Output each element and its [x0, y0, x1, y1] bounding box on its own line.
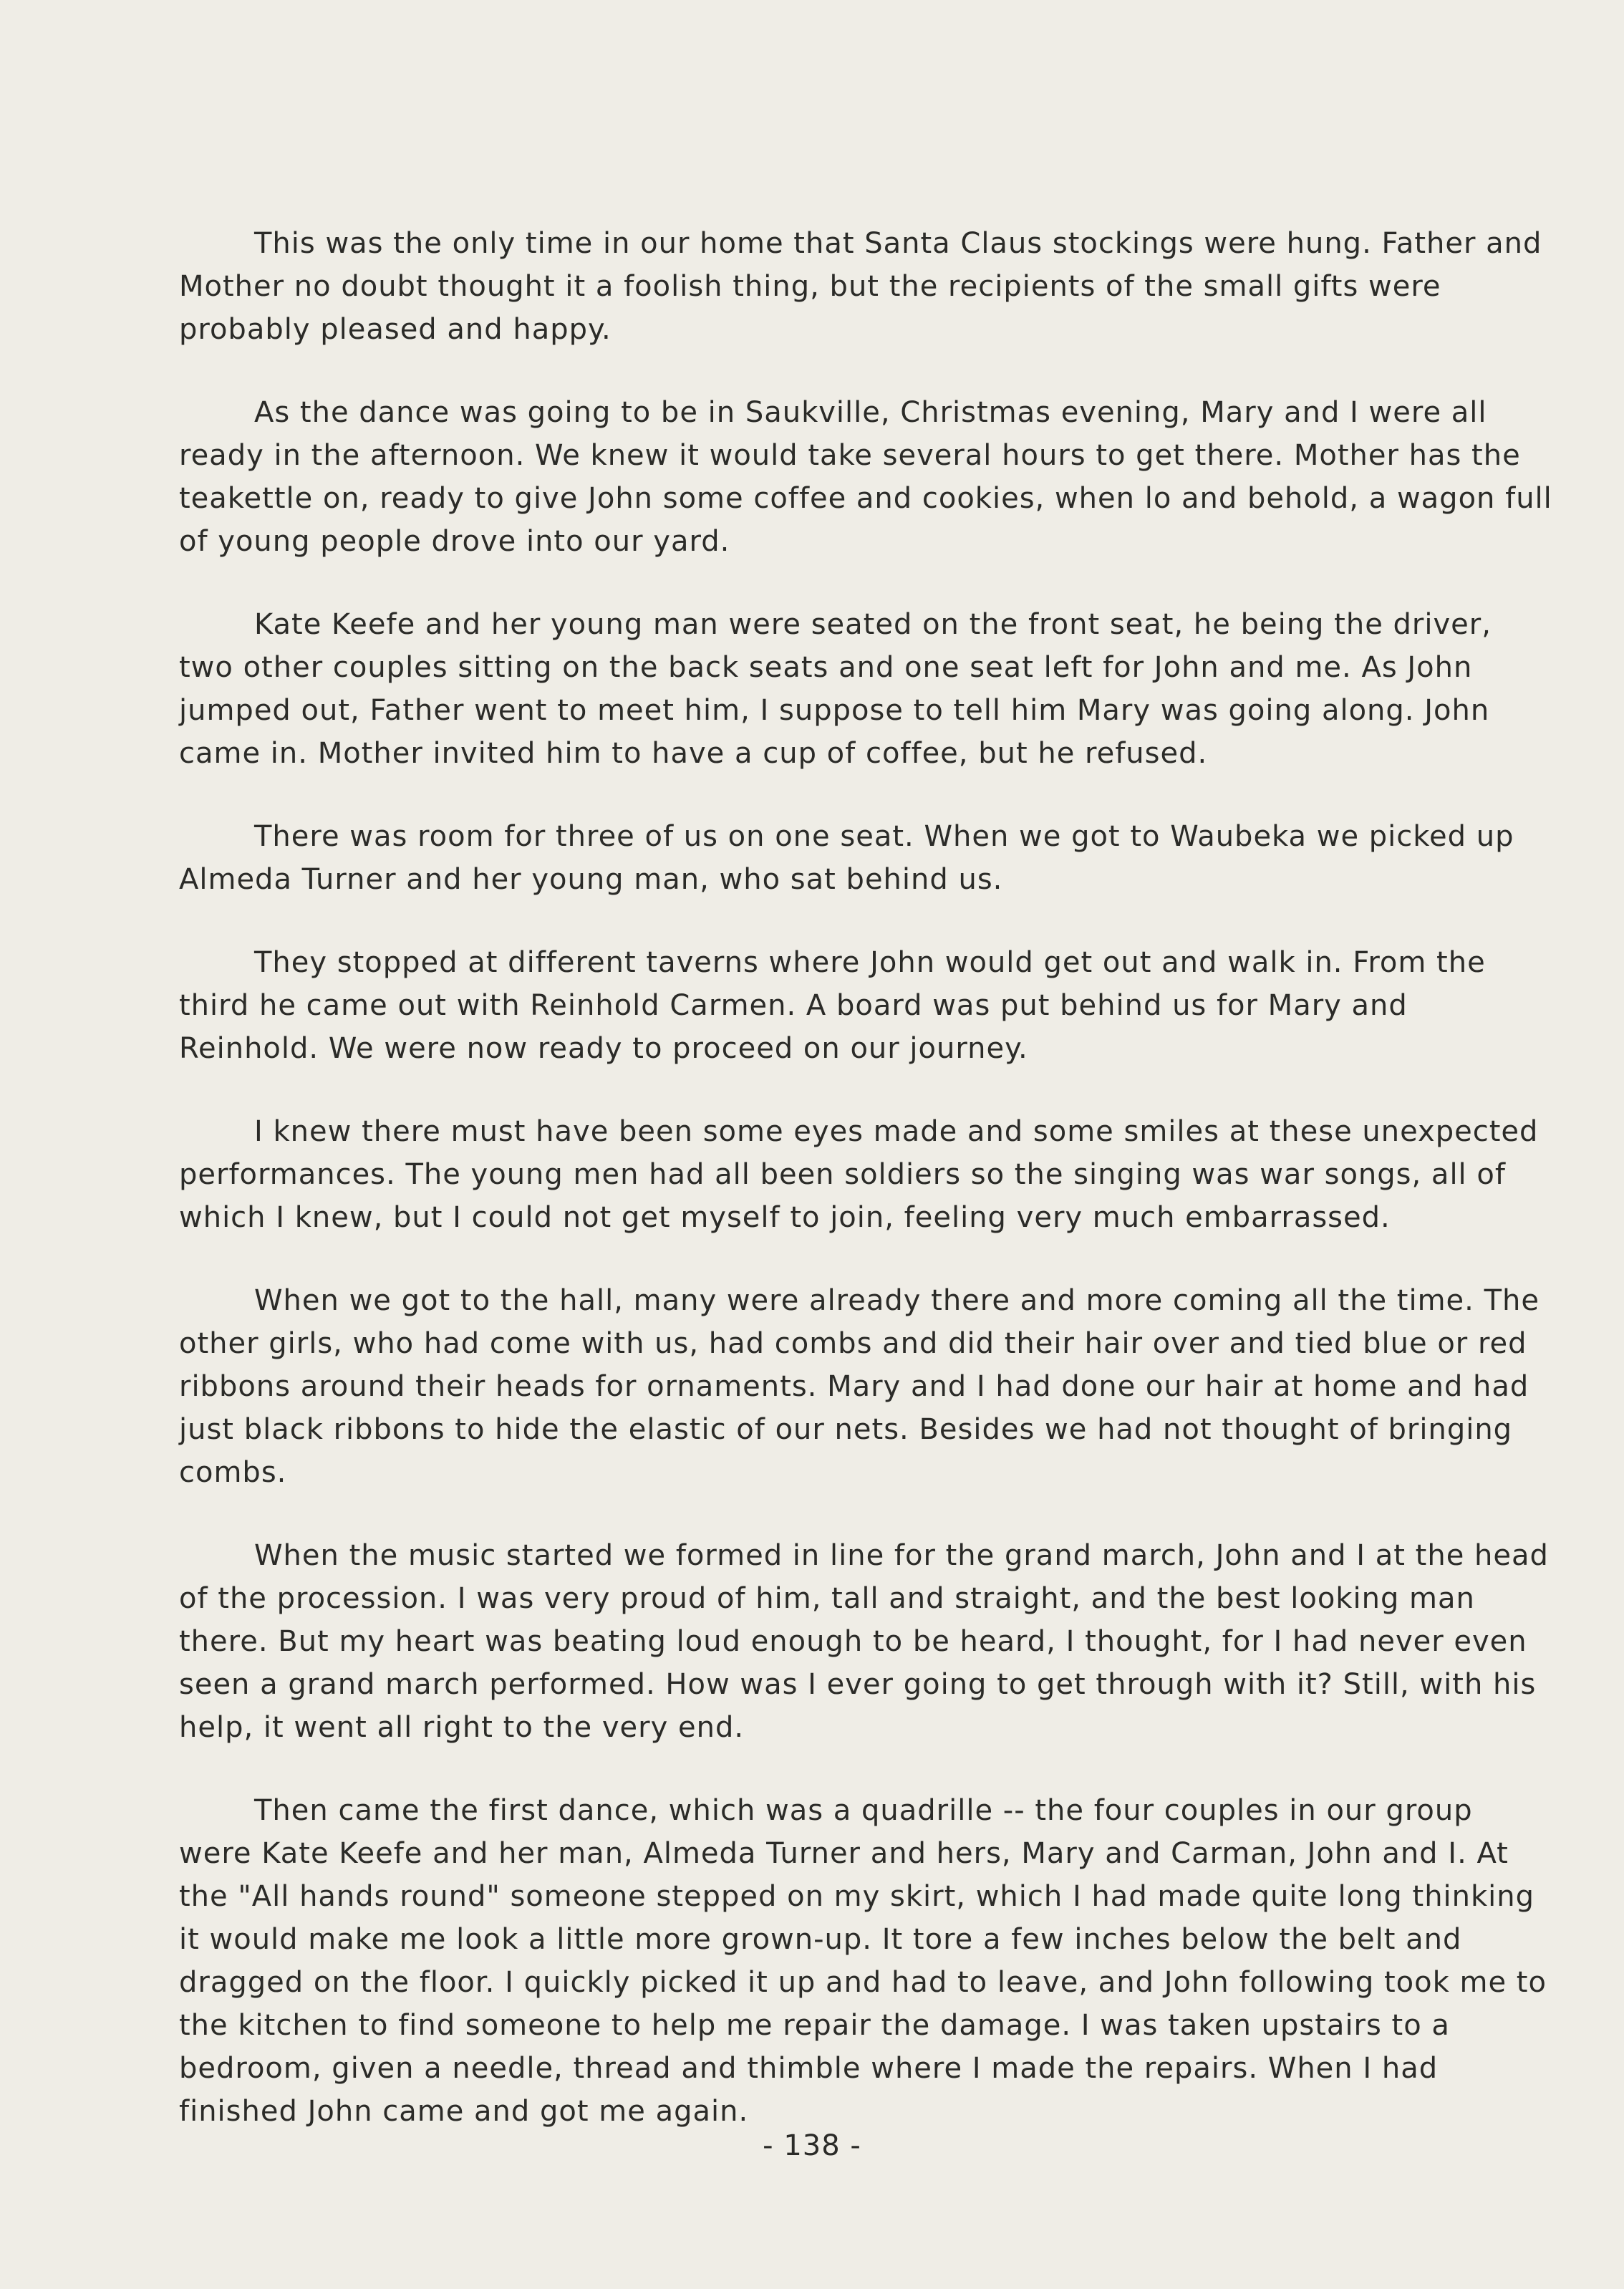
- body-text: [179, 222, 1554, 2173]
- paragraph-1: This was the only time in our home that Santa Claus stockings were hung. Father and Mother no doubt thought it a foolish thing, but the recipients of the small gifts were probably pleased and happy.: [179, 227, 1542, 346]
- paragraph-5: They stopped at different taverns where John would get out and walk in. From the third he came out with Reinhold Carmen. A board was put behind us for Mary and Reinhold. We were now ready to proceed on our journey.: [179, 946, 1486, 1065]
- paragraph-7: When we got to the hall, many were already there and more coming all the time. The other girls, who had come with us, had combs and did their hair over and tied blue or red ribbons around their heads for ornaments. Mary and I had done our hair at home and had just black ribbons to hide the elastic of our nets. Besides we had not thought of bringing combs.: [179, 1284, 1540, 1489]
- paragraph-9: Then came the first dance, which was a quadrille -- the four couples in our group were Kate Keefe and her man, Almeda Turner and hers, Mary and Carman, John and I. At the "All hands round" someone stepped on my skirt, which I had made quite long thinking it would make me look a little more grown-up. It tore a few inches below the belt and dragged on the floor. I quickly picked it up and had to leave, and John following took me to the kitchen to find someone to help me repair the damage. I was taken upstairs to a bedroom, given a needle, thread and thimble where I made the repairs. When I had finished John came and got me again.: [179, 1794, 1547, 2128]
- page-number: - 138 -: [763, 2129, 861, 2162]
- paragraph-8: When the music started we formed in line for the grand march, John and I at the head of the procession. I was very proud of him, tall and straight, and the best looking man there. But my heart was beating loud enough to be heard, I thought, for I had never even seen a grand march performed. How was I ever going to get through with it? Still, with his help, it went all right to the very end.: [179, 1539, 1549, 1744]
- paragraph-4: There was room for three of us on one seat. When we got to Waubeka we picked up Almeda Turner and her young man, who sat behind us.: [179, 820, 1514, 896]
- paragraph-2: As the dance was going to be in Saukville, Christmas evening, Mary and I were all ready in the afternoon. We knew it would take several hours to get there. Mother has the teakettle on, ready to give John some coffee and cookies, when lo and behold, a wagon full of young people drove into our yard.: [179, 396, 1552, 558]
- paragraph-3: Kate Keefe and her young man were seated on the front seat, he being the driver, two other couples sitting on the back seats and one seat left for John and me. As John jumped out, Father went to meet him, I suppose to tell him Mary was going along. John came in. Mother invited him to have a cup of coffee, but he refused.: [179, 608, 1492, 770]
- paragraph-6: I knew there must have been some eyes made and some smiles at these unexpected performances. The young men had all been soldiers so the singing was war songs, all of which I knew, but I could not get myself to join, feeling very much embarrassed.: [179, 1115, 1539, 1234]
